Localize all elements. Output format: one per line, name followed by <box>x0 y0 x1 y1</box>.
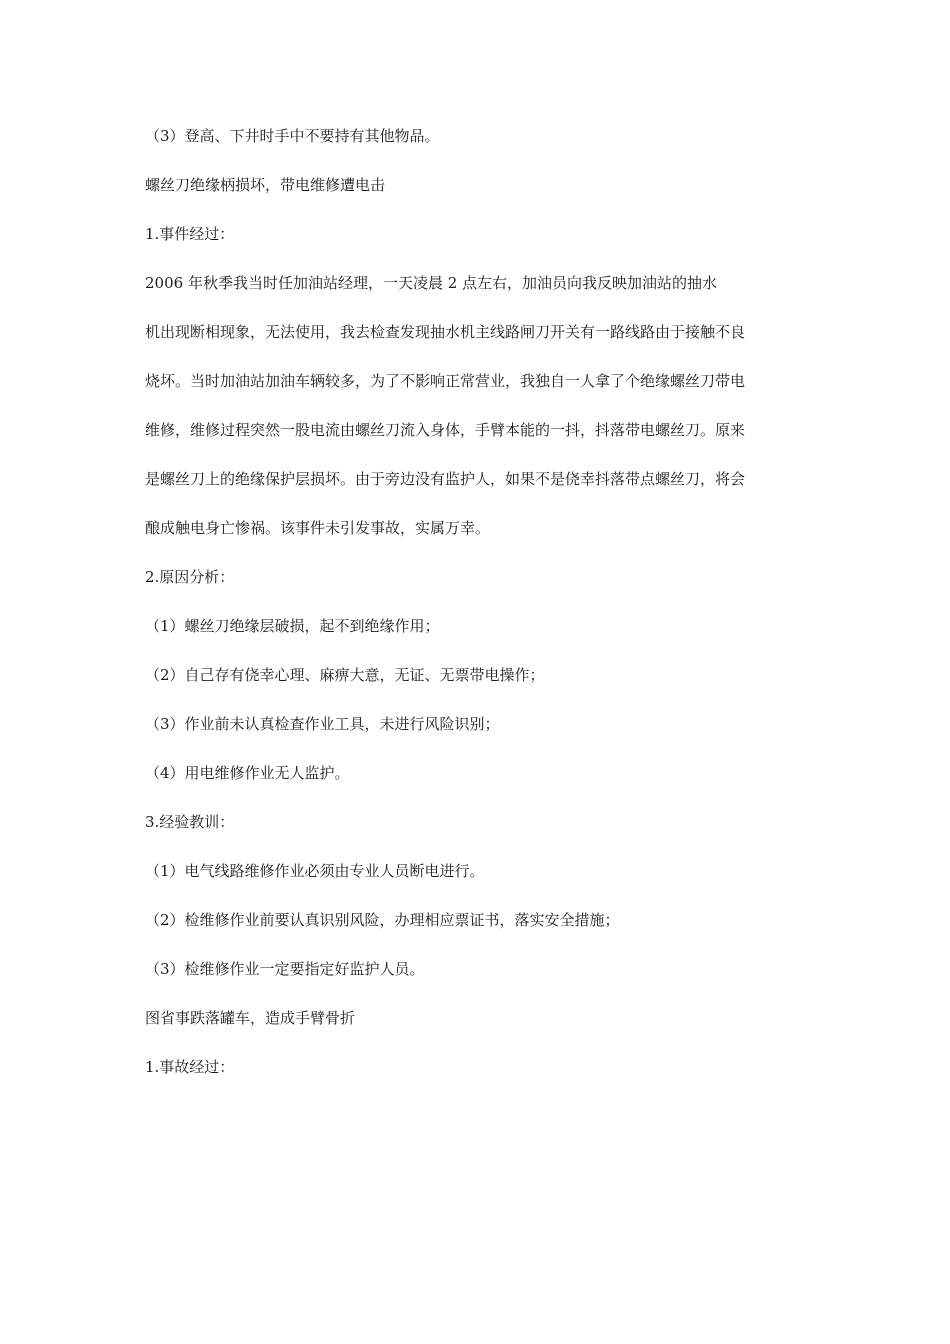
cause-item-3: （3）作业前未认真检查作业工具，未进行风险识别； <box>145 715 500 733</box>
section-heading-tanker: 图省事跌落罐车，造成手臂骨折 <box>145 1009 356 1027</box>
paragraph-event-line-4: 维修，维修过程突然一股电流由螺丝刀流入身体，手臂本能的一抖，抖落带电螺丝刀。原来 <box>145 421 746 439</box>
section-heading-screwdriver: 螺丝刀绝缘柄损坏，带电维修遭电击 <box>145 176 386 194</box>
paragraph-event-line-5: 是螺丝刀上的绝缘保护层损坏。由于旁边没有监护人，如果不是侥幸抖落带点螺丝刀，将会 <box>145 470 746 488</box>
paragraph-event-line-1: 2006 年秋季我当时任加油站经理，一天凌晨 2 点左右，加油员向我反映加油站的抽水 <box>145 274 718 292</box>
paragraph-item-3: （3）登高、下井时手中不要持有其他物品。 <box>145 127 440 145</box>
lesson-item-3: （3）检维修作业一定要指定好监护人员。 <box>145 960 425 978</box>
subheading-event: 1.事件经过： <box>145 225 235 243</box>
subheading-lessons: 3.经验教训： <box>145 813 235 831</box>
lesson-item-2: （2）检维修作业前要认真识别风险，办理相应票证书，落实安全措施； <box>145 911 620 929</box>
paragraph-event-line-3: 烧坏。当时加油站加油车辆较多，为了不影响正常营业，我独自一人拿了个绝缘螺丝刀带电 <box>145 372 746 390</box>
paragraph-event-line-2: 机出现断相现象，无法使用，我去检查发现抽水机主线路闸刀开关有一路线路由于接触不良 <box>145 323 746 341</box>
cause-item-4: （4）用电维修作业无人监护。 <box>145 764 350 782</box>
subheading-accident: 1.事故经过： <box>145 1058 235 1076</box>
lesson-item-1: （1）电气线路维修作业必须由专业人员断电进行。 <box>145 862 485 880</box>
subheading-cause: 2.原因分析： <box>145 568 235 586</box>
paragraph-event-line-6: 酿成触电身亡惨祸。该事件未引发事故，实属万幸。 <box>145 519 491 537</box>
document-body <box>145 124 810 1104</box>
cause-item-1: （1）螺丝刀绝缘层破损，起不到绝缘作用； <box>145 617 440 635</box>
cause-item-2: （2）自己存有侥幸心理、麻痹大意，无证、无票带电操作； <box>145 666 545 684</box>
